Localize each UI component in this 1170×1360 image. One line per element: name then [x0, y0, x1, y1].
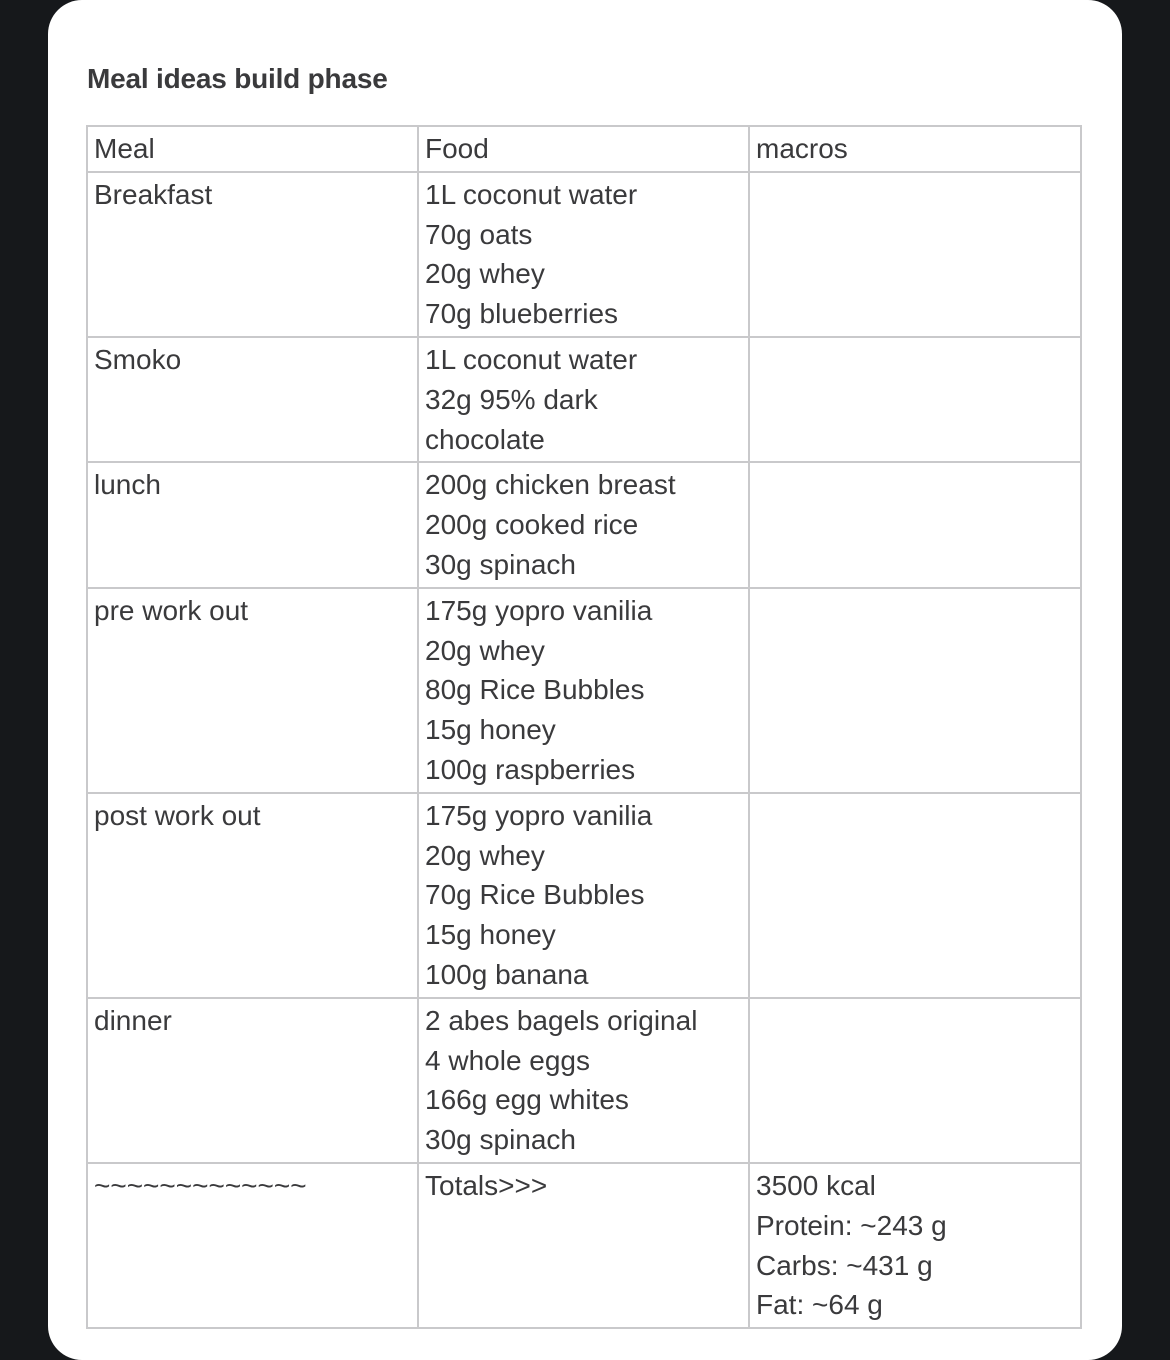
macro-item: 3500 kcal — [756, 1169, 876, 1201]
macro-item: Fat: ~64 g — [756, 1289, 883, 1321]
food-item: 4 whole eggs — [425, 1044, 591, 1076]
meal-cell: dinner — [87, 998, 418, 1163]
meal-cell: Smoko — [87, 337, 418, 462]
macros-cell — [749, 172, 1081, 337]
table-row — [87, 172, 1081, 337]
table-body — [87, 172, 1081, 1328]
food-item: 200g cooked rice — [425, 509, 639, 541]
macro-item: Carbs: ~431 g — [756, 1249, 933, 1281]
food-item: 175g yopro vanilia — [425, 799, 653, 831]
macros-cell — [749, 793, 1081, 998]
meal-cell: ~~~~~~~~~~~~~ — [87, 1163, 418, 1328]
food-item: Totals>>> — [425, 1169, 548, 1201]
table-row — [87, 1163, 1081, 1328]
macros-cell — [749, 998, 1081, 1163]
food-cell — [418, 337, 749, 462]
food-item: 1L coconut water — [425, 178, 638, 210]
food-item: 20g whey — [425, 258, 545, 290]
table-row — [87, 588, 1081, 793]
food-item: 15g honey — [425, 714, 556, 746]
macros-cell — [749, 588, 1081, 793]
header-meal: Meal — [87, 126, 418, 172]
table-row — [87, 462, 1081, 587]
food-item: 70g blueberries — [425, 298, 619, 330]
header-macros: macros — [749, 126, 1081, 172]
table-row — [87, 998, 1081, 1163]
food-cell — [418, 462, 749, 587]
food-item: 15g honey — [425, 919, 556, 951]
food-cell — [418, 172, 749, 337]
meal-cell: pre work out — [87, 588, 418, 793]
meal-cell: post work out — [87, 793, 418, 998]
food-item: 20g whey — [425, 634, 545, 666]
food-cell — [418, 1163, 749, 1328]
meal-cell: lunch — [87, 462, 418, 587]
food-item: 70g Rice Bubbles — [425, 879, 645, 911]
food-item: 166g egg whites — [425, 1084, 629, 1116]
food-item: 1L coconut water — [425, 343, 638, 375]
food-item: 30g spinach — [425, 548, 577, 580]
food-item: chocolate — [425, 423, 545, 455]
food-cell — [418, 793, 749, 998]
header-food: Food — [418, 126, 749, 172]
food-cell — [418, 588, 749, 793]
food-item: 32g 95% dark — [425, 383, 598, 415]
meal-table — [86, 125, 1082, 1329]
food-item: 30g spinach — [425, 1124, 577, 1156]
macros-cell — [749, 462, 1081, 587]
food-item: 200g chicken breast — [425, 469, 676, 501]
table-row — [87, 337, 1081, 462]
table-header-row — [87, 126, 1081, 172]
food-item: 100g banana — [425, 958, 589, 990]
food-item: 70g oats — [425, 218, 533, 250]
food-item: 175g yopro vanilia — [425, 594, 653, 626]
food-item: 100g raspberries — [425, 753, 636, 785]
food-item: 2 abes bagels original — [425, 1004, 698, 1036]
note-card — [48, 0, 1122, 1360]
food-item: 20g whey — [425, 839, 545, 871]
page-title: Meal ideas build phase — [87, 63, 388, 94]
macro-item: Protein: ~243 g — [756, 1209, 947, 1241]
food-item: 80g Rice Bubbles — [425, 674, 645, 706]
food-cell — [418, 998, 749, 1163]
macros-cell — [749, 337, 1081, 462]
macros-cell — [749, 1163, 1081, 1328]
meal-cell: Breakfast — [87, 172, 418, 337]
table-row — [87, 793, 1081, 998]
